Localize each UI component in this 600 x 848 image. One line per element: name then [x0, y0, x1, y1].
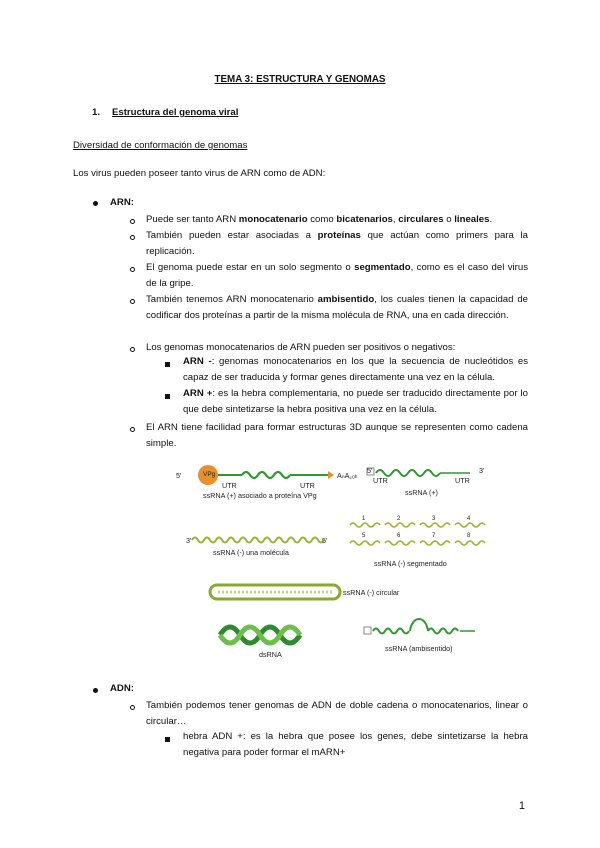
seg-number: 6 — [397, 533, 401, 539]
bullet-circle — [130, 267, 135, 272]
ssrna-minus-strand — [192, 538, 324, 543]
arn-item-2: También pueden estar asociadas a proteínas que actúan como primers para la replicación. — [146, 230, 529, 258]
seg-number: 3 — [432, 516, 436, 522]
intro-paragraph: Los virus pueden poseer tanto virus de ARN como de ADN: — [73, 168, 326, 179]
bullet-circle — [130, 235, 135, 240]
subheading: Diversidad de conformación de genomas — [73, 140, 248, 151]
fig-label-utr: UTR — [300, 481, 315, 490]
fig-label-3prime: 3' — [186, 536, 192, 545]
seg-number: 4 — [467, 516, 471, 522]
page-title: TEMA 3: ESTRUCTURA Y GENOMAS — [214, 74, 386, 85]
bullet-circle — [130, 705, 135, 710]
fig-label-ssrna-plus: ssRNA (+) — [405, 488, 438, 497]
bullet-square — [165, 737, 170, 742]
fig-label-segmented: ssRNA (-) segmentado — [374, 559, 447, 568]
arn-item-1: Puede ser tanto ARN monocatenario como bicatenarios, circulares o lineales. — [146, 214, 493, 225]
section-number: 1. — [92, 107, 101, 118]
fig-label-ssrna-minus: ssRNA (-) una molécula — [213, 548, 289, 557]
rna-genome-figure — [170, 455, 510, 670]
fig-label-dsrna: dsRNA — [259, 650, 282, 659]
arn-plus-item: ARN +: es la hebra complementaria, no puede ser traducido directamente por lo que debe sintetizarse la hebra positiva una vez en la célula. — [183, 388, 528, 416]
fig-label-vpg: VPg — [203, 471, 216, 478]
seg-number: 2 — [397, 516, 401, 522]
bullet-dot — [93, 688, 98, 693]
fig-label-3prime: 3' — [479, 466, 485, 475]
adn-sub-item: hebra ADN +: es la hebra que posee los genes, debe sintetizarse la hebra negativa para poder formar el mARN+ — [183, 731, 528, 759]
fig-label-vpg-caption: ssRNA (+) asociado a proteína VPg — [203, 491, 317, 500]
coding-region — [242, 472, 290, 478]
arn-item-5: Los genomas monocatenarios de ARN pueden ser positivos o negativos: — [146, 342, 456, 353]
seg-number: 7 — [432, 533, 436, 539]
bullet-square — [165, 362, 170, 367]
fig-label-circular: ssRNA (-) circular — [343, 588, 400, 597]
bullet-circle — [130, 219, 135, 224]
section-heading — [92, 107, 238, 118]
seg-number: 1 — [362, 516, 366, 522]
fig-label-utr: UTR — [455, 476, 470, 485]
seg-number: 8 — [467, 533, 471, 539]
section-label: Estructura del genoma viral — [112, 107, 239, 118]
bullet-square — [165, 394, 170, 399]
bullet-circle — [130, 347, 135, 352]
arn-label: ARN: — [110, 197, 134, 208]
bullet-circle — [130, 427, 135, 432]
adn-item: También podemos tener genomas de ADN de doble cadena o monocatenarios, linear o circular… — [146, 700, 528, 728]
fig-label-polya: AₙA꜀ₒₕ — [337, 471, 358, 480]
bullet-dot — [93, 201, 98, 206]
fig-label-utr: UTR — [373, 476, 388, 485]
fig-label-utr: UTR — [222, 481, 237, 490]
fig-label-5prime: 5' — [176, 471, 182, 480]
seg-number: 5 — [362, 533, 366, 539]
page-number: 1 — [518, 800, 525, 812]
adn-label: ADN: — [110, 683, 134, 694]
fig-label-5prime: 5' — [367, 466, 373, 475]
arn-minus-item: ARN -: genomas monocatenarios en los que la secuencia de nucleótidos es capaz de ser traducida y formar genes directamente una vez en la célula. — [183, 356, 528, 384]
arn-item-4: También tenemos ARN monocatenario ambisentido, los cuales tienen la capacidad de codificar dos proteínas a partir de la misma molécula de RNA, una en cada dirección. — [146, 294, 528, 322]
arn-item-6: El ARN tiene facilidad para formar estructuras 3D aunque se representen como cadena simple. — [146, 422, 528, 450]
arn-item-3: El genoma puede estar en un solo segmento o segmentado, como es el caso del virus de la gripe. — [146, 262, 528, 290]
fig-label-ambisense: ssRNA (ambisentido) — [385, 644, 453, 653]
bullet-circle — [130, 299, 135, 304]
fig-label-5prime: 5' — [322, 536, 328, 545]
